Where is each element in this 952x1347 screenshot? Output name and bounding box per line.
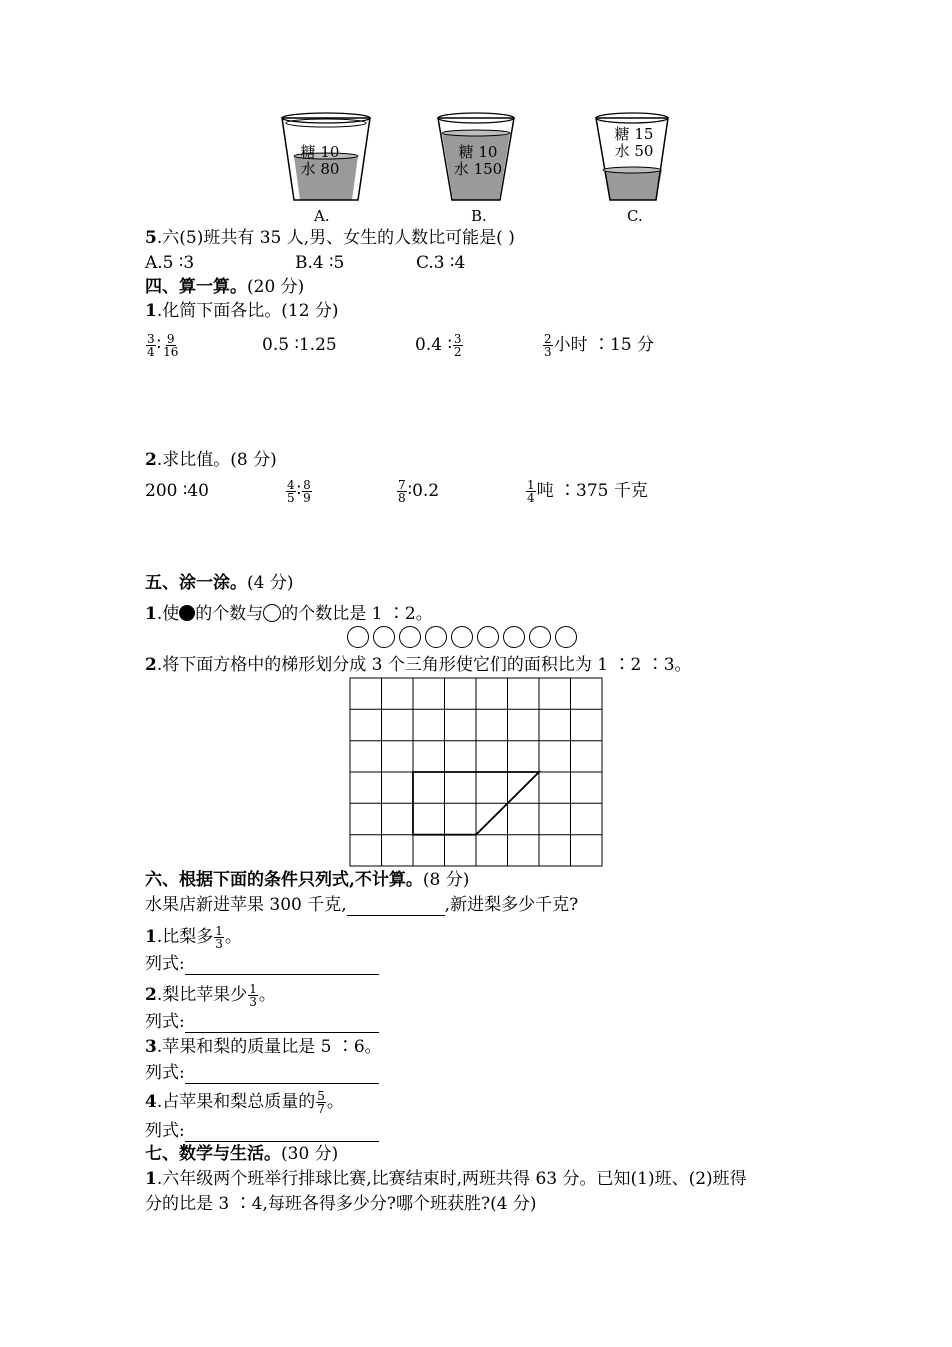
sec5-q2	[145, 654, 692, 676]
sec5-q1	[145, 603, 433, 625]
sec4-q1-text: .化简下面各比。(12 分)	[156, 301, 339, 321]
sec5-q1-text-pre: .使	[156, 604, 180, 624]
cup-b-letter: B.	[471, 207, 487, 225]
formula-input-3[interactable]	[185, 1065, 379, 1084]
q5-option-a: A.5 ∶3	[145, 253, 195, 273]
sec4-heading	[145, 276, 304, 298]
sec5-title: 五、涂一涂。	[145, 573, 247, 593]
q5-option-c: C.3 ∶4	[416, 253, 466, 273]
sec6-formula-4: 列式:	[145, 1120, 379, 1142]
formula-input-1[interactable]	[185, 956, 379, 975]
trapezoid-grid[interactable]	[349, 677, 604, 868]
sec4-q2-expr-1: 200 ∶40	[145, 481, 209, 501]
circle-2[interactable]	[373, 626, 395, 648]
cup-a-letter: A.	[314, 207, 330, 225]
sec4-title: 四、算一算。	[145, 277, 247, 297]
q5-number: 5	[145, 228, 157, 248]
circle-9[interactable]	[555, 626, 577, 648]
sec4-q2	[145, 449, 277, 471]
circle-8[interactable]	[529, 626, 551, 648]
sec5-score: (4 分)	[247, 573, 294, 593]
circle-3[interactable]	[399, 626, 421, 648]
circle-1[interactable]	[347, 626, 369, 648]
cup-b-label: 糖 10 水 150	[453, 143, 503, 178]
sec5-q1-text-mid: 的个数与	[195, 604, 264, 624]
sec6-score: (8 分)	[422, 870, 470, 890]
formula-input-4[interactable]	[185, 1123, 379, 1142]
sec5-q1-text-post: 的个数比是 1 ∶2。	[281, 604, 433, 624]
sec6-intro-post: ,新进梨多少千克?	[444, 895, 579, 915]
empty-circle-icon	[263, 604, 281, 622]
q5-option-b: B.4 ∶5	[295, 253, 345, 273]
sec5-q2-text: .将下面方格中的梯形划分成 3 个三角形使它们的面积比为 1 ∶2 ∶3。	[156, 655, 692, 675]
sec6-item-2: 2.梨比苹果少 $\frac{1}{3}$ 。	[145, 982, 276, 1009]
sec7-q1-line1: 1.六年级两个班举行排球比赛,比赛结束时,两班共得 63 分。已知(1)班、(2)班得	[145, 1169, 747, 1189]
sec4-q1-expr-2: 0.5 ∶1.25	[262, 335, 337, 355]
cup-a-label: 糖 10 水 80	[300, 143, 340, 178]
sec6-intro-pre: 水果店新进苹果 300 千克,	[145, 895, 347, 915]
q5-question	[145, 227, 515, 249]
sec4-score: (20 分)	[247, 277, 305, 297]
sec6-formula-1: 列式:	[145, 953, 379, 975]
circle-7[interactable]	[503, 626, 525, 648]
circle-6[interactable]	[477, 626, 499, 648]
sec4-q1	[145, 300, 339, 322]
cup-c-letter: C.	[627, 207, 643, 225]
sec6-formula-2: 列式:	[145, 1011, 379, 1033]
cup-c-label: 糖 15 水 50	[614, 125, 654, 160]
sec7-title: 七、数学与生活。	[145, 1144, 281, 1164]
sec6-item-1: 1.比梨多 $\frac{1}{3}$ 。	[145, 924, 242, 951]
sec4-q2-number: 2	[145, 450, 157, 470]
circle-5[interactable]	[451, 626, 473, 648]
sec7-q1-line2: 分的比是 3 ∶4,每班各得多少分?哪个班获胜?(4 分)	[145, 1194, 537, 1214]
sec5-q1-number: 1	[145, 604, 157, 624]
filled-circle-icon	[179, 605, 195, 621]
sec7-score: (30 分)	[281, 1144, 339, 1164]
sec5-heading	[145, 572, 293, 594]
sec4-q2-expr-4: $\frac{1}{4}$ 吨 ∶375 千克	[527, 478, 648, 505]
sec4-q1-expr-4: $\frac{2}{3}$ 小时 ∶15 分	[544, 332, 655, 359]
sec4-q1-expr-3: 0.4 ∶ $\frac{3}{2}$	[415, 332, 462, 359]
sec4-q2-expr-2: $\frac{4}{5}$ ∶ $\frac{8}{9}$	[287, 478, 311, 505]
sec4-q1-number: 1	[145, 301, 157, 321]
sec6-formula-3: 列式:	[145, 1062, 379, 1084]
sec4-q1-expr-1: $\frac{3}{4}$ ∶ $\frac{9}{16}$	[147, 332, 179, 359]
sec5-q2-number: 2	[145, 655, 157, 675]
sec6-intro	[145, 894, 578, 916]
condition-blank[interactable]	[347, 897, 445, 916]
circle-4[interactable]	[425, 626, 447, 648]
sec6-heading	[145, 869, 469, 891]
q5-text: .六(5)班共有 35 人,男、女生的人数比可能是( )	[156, 228, 515, 248]
sec4-q2-expr-3: $\frac{7}{8}$ ∶0.2	[398, 478, 440, 505]
formula-input-2[interactable]	[185, 1014, 379, 1033]
sec6-item-4: 4.占苹果和梨总质量的 $\frac{5}{7}$ 。	[145, 1089, 344, 1116]
circles-row	[347, 626, 581, 652]
sec7-heading	[145, 1143, 338, 1165]
sec4-q2-text: .求比值。(8 分)	[156, 450, 277, 470]
sec6-item-3: 3.苹果和梨的质量比是 5 ∶6。	[145, 1037, 382, 1057]
sec6-title: 六、根据下面的条件只列式,不计算。	[145, 870, 423, 890]
